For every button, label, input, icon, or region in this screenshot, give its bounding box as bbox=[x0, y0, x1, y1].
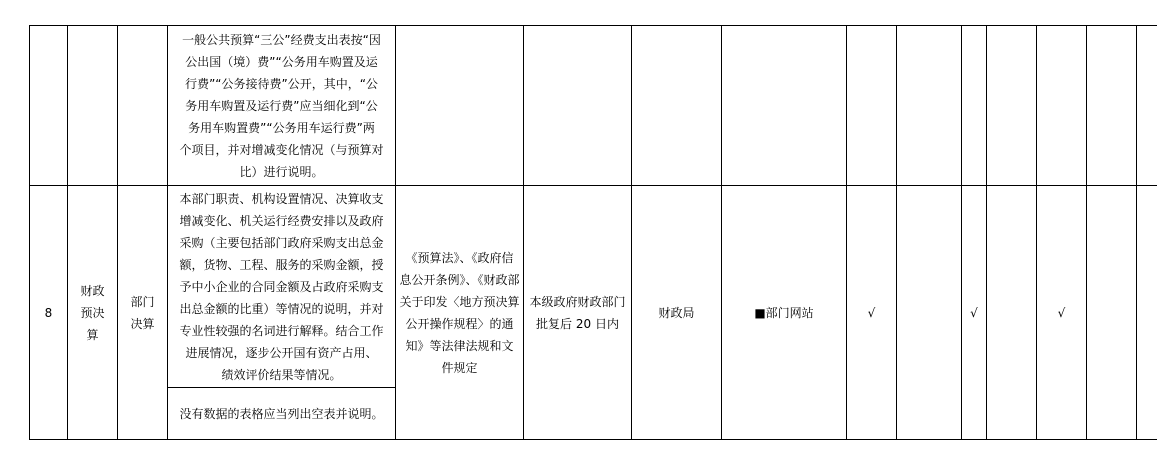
check-mark: √ bbox=[1037, 186, 1087, 440]
note-cell: 没有数据的表格应当列出空表并说明。 bbox=[168, 388, 396, 440]
cell-empty bbox=[962, 26, 987, 186]
cell-empty bbox=[524, 26, 632, 186]
time-limit-cell: 本级政府财政部门 批复后 20 日内 bbox=[524, 186, 632, 440]
content-cell: 一般公共预算“三公”经费支出表按“因 公出国（境）费”“公务用车购置及运 行费”“公务接待费”公开，其中，“公 务用车购置及运行费”应当细化到“公 务用车购置费”“公务用车运行费”两 个项目，并对增减变化情况（与预算对 比）进行说明。 bbox=[168, 26, 396, 186]
row-number: 8 bbox=[30, 186, 68, 440]
cell-empty bbox=[897, 26, 962, 186]
subcategory-cell: 部门 决算 bbox=[118, 186, 168, 440]
check-mark: √ bbox=[847, 186, 897, 440]
content-cell: 本部门职责、机构设置情况、决算收支 增减变化、机关运行经费安排以及政府 采购（主要包括部门政府采购支出总金 额，货物、工程、服务的采购金额，授 予中小企业的合同金额及占政府采购支 出总金额的比重）等情况的说明，并对 专业性较强的名词进行解释。结合工作 进展情况，逐步公开国有资产占用、 绩效评价结果等情况。 bbox=[168, 186, 396, 388]
department-cell: 财政局 bbox=[632, 186, 722, 440]
cell-empty bbox=[722, 26, 847, 186]
cell-empty bbox=[1137, 26, 1157, 186]
table-row-8 bbox=[30, 186, 1157, 388]
cell-empty bbox=[1037, 26, 1087, 186]
cell-empty bbox=[987, 26, 1037, 186]
cell-empty bbox=[847, 26, 897, 186]
channel-cell bbox=[722, 186, 847, 440]
cell-empty bbox=[118, 26, 168, 186]
cell-empty bbox=[30, 26, 68, 186]
check-mark: √ bbox=[962, 186, 987, 440]
cell-empty bbox=[1087, 26, 1137, 186]
cell-empty bbox=[396, 26, 524, 186]
disclosure-table bbox=[29, 25, 1157, 440]
basis-cell: 《预算法》、《政府信 息公开条例》、《财政部 关于印发〈地方预决算 公开操作规程〉的通 知》等法律法规和文 件规定 bbox=[396, 186, 524, 440]
cell-empty bbox=[632, 26, 722, 186]
cell-empty bbox=[1087, 186, 1137, 440]
cell-empty bbox=[897, 186, 962, 440]
category-cell: 财政 预决 算 bbox=[68, 186, 118, 440]
square-bullet-icon: ■ bbox=[754, 305, 766, 320]
cell-empty bbox=[68, 26, 118, 186]
table-row-previous bbox=[30, 26, 1157, 186]
cell-empty bbox=[987, 186, 1037, 440]
channel-label: 部门网站 bbox=[765, 305, 814, 320]
cell-empty bbox=[1137, 186, 1157, 440]
